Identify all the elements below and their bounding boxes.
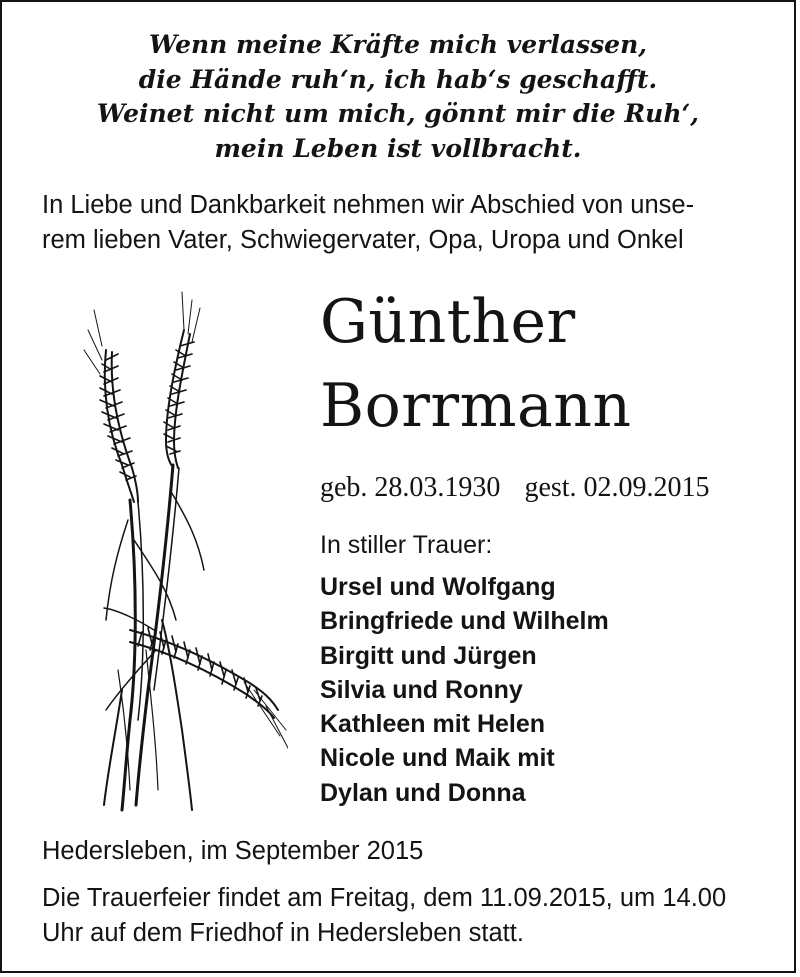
mourning-heading: In stiller Trauer: [320, 531, 493, 559]
poem-line: mein Leben ist vollbracht. [214, 133, 582, 163]
mourner-item: Bringfriede und Wilhelm [320, 607, 609, 636]
intro-text [42, 188, 772, 258]
deceased-name [320, 280, 632, 448]
mourner-item: Nicole und Maik mit [320, 744, 555, 773]
mourners-list [320, 570, 609, 810]
funeral-line: Uhr auf dem Friedhof in Hedersleben statt. [42, 919, 524, 947]
funeral-info [42, 881, 726, 951]
mourner-item: Kathleen mit Helen [320, 710, 546, 739]
mourner-item: Silvia und Ronny [320, 675, 523, 704]
intro-line: rem lieben Vater, Schwiegervater, Opa, Uropa und Onkel [42, 226, 684, 254]
wheat-ears-icon [58, 290, 288, 820]
mourner-item: Birgitt und Jürgen [320, 641, 537, 670]
death-date: gest. 02.09.2015 [524, 472, 710, 503]
intro-line: In Liebe und Dankbarkeit nehmen wir Abschied von unse- [42, 191, 695, 219]
poem-line: die Hände ruh‘n, ich hab‘s geschafft. [138, 64, 658, 94]
poem-line: Wenn meine Kräfte mich verlassen, [149, 30, 647, 59]
place-and-date: Hedersleben, im September 2015 [42, 837, 424, 865]
mourner-item: Dylan und Donna [320, 778, 526, 807]
deceased-first-name: Günther [320, 287, 576, 357]
mourner-item: Ursel und Wolfgang [320, 573, 556, 601]
life-dates [320, 472, 710, 504]
funeral-line: Die Trauerfeier findet am Freitag, dem 11.09.2015, um 14.00 [42, 884, 727, 912]
birth-date: geb. 28.03.1930 [320, 472, 501, 503]
poem-line: Weinet nicht um mich, gönnt mir die Ruh‘, [97, 99, 699, 128]
poem [2, 28, 794, 166]
deceased-last-name: Borrmann [320, 371, 632, 441]
